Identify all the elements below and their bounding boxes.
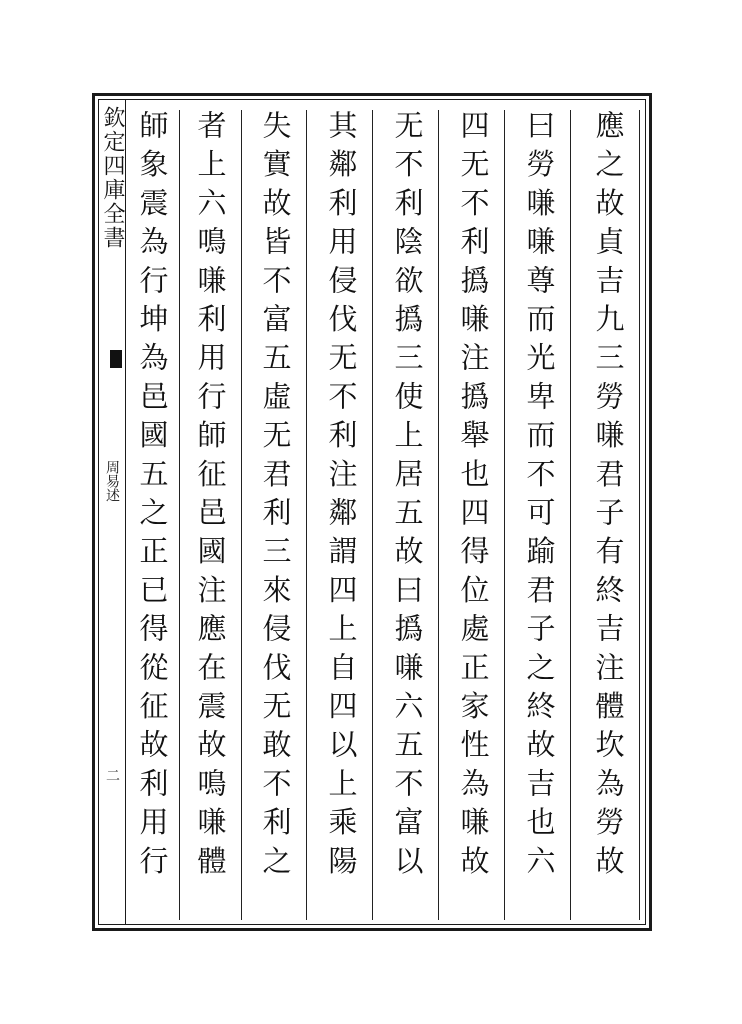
- fishtail-mark: [110, 350, 122, 368]
- column-text: 四无不利撝嗛注撝舉也四得位處正家性為嗛故: [456, 110, 491, 884]
- text-column-8: [126, 110, 180, 920]
- text-column-4: [377, 110, 439, 920]
- column-text: 曰勞嗛嗛尊而光卑而不可踰君子之終故吉也六: [522, 110, 557, 884]
- book-title: 欽定四庫全書: [100, 106, 125, 250]
- text-column-2: [509, 110, 571, 920]
- column-text: 者上六鳴嗛利用行師征邑國注應在震故鳴嗛體: [193, 110, 228, 884]
- column-text: 无不利陰欲撝三使上居五故曰撝嗛六五不富以: [390, 110, 425, 884]
- page-number: 二: [104, 768, 120, 782]
- text-column-7: [180, 110, 242, 920]
- text-column-3: [443, 110, 505, 920]
- text-column-1: [578, 110, 640, 920]
- text-column-5: [311, 110, 373, 920]
- text-column-6: [245, 110, 307, 920]
- column-text: 失實故皆不富五虛无君利三來侵伐无敢不利之: [258, 110, 293, 884]
- column-text: 師象震為行坤為邑國五之正已得從征故利用行: [135, 110, 170, 884]
- column-text: 其鄰利用侵伐无不利注鄰謂四上自四以上乘陽: [324, 110, 359, 884]
- section-title: 周易述: [104, 460, 120, 502]
- column-text: 應之故貞吉九三勞嗛君子有終吉注體坎為勞故: [591, 110, 626, 884]
